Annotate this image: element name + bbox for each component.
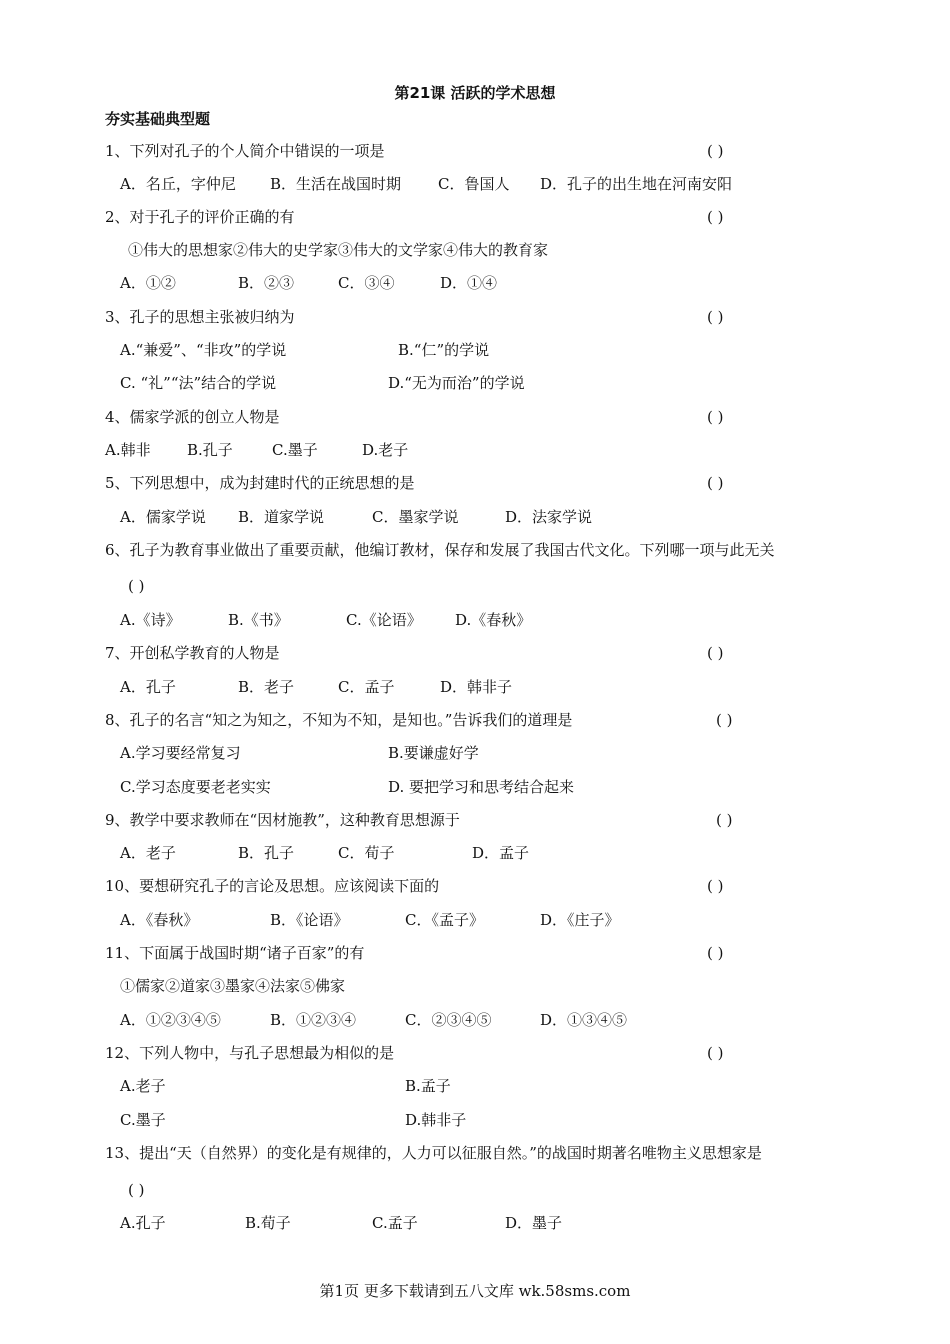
page-footer: 第1页 更多下载请到五八文库 wk.58sms.com bbox=[319, 1282, 631, 1300]
question-12: 12、下列人物中，与孔子思想最为相似的是 bbox=[105, 1044, 395, 1062]
question-5: 5、下列思想中，成为封建时代的正统思想的是 bbox=[105, 474, 415, 492]
q8-option-d: D. 要把学习和思考结合起来 bbox=[388, 778, 575, 796]
q13-option-c: C.孟子 bbox=[372, 1214, 418, 1232]
q10-option-d: D．《庄子》 bbox=[540, 911, 620, 929]
answer-blank-11: ( ) bbox=[707, 944, 724, 962]
q11-option-d: D．①③④⑤ bbox=[540, 1011, 628, 1029]
q3-option-a: A.“兼爱”、“非攻”的学说 bbox=[120, 341, 287, 359]
q2-option-a: A．①② bbox=[120, 274, 176, 292]
q7-option-d: D．韩非子 bbox=[440, 678, 513, 696]
q8-option-a: A.学习要经常复习 bbox=[120, 744, 241, 762]
answer-blank-6: ( ) bbox=[128, 577, 145, 595]
q12-option-d: D.韩非子 bbox=[405, 1111, 467, 1129]
q12-option-a: A.老子 bbox=[120, 1077, 166, 1095]
question-10: 10、要想研究孔子的言论及思想。应该阅读下面的 bbox=[105, 877, 440, 895]
q13-option-b: B.荀子 bbox=[245, 1214, 291, 1232]
q5-option-a: A．儒家学说 bbox=[120, 508, 206, 526]
q6-option-a: A.《诗》 bbox=[120, 611, 181, 629]
question-3: 3、孔子的思想主张被归纳为 bbox=[105, 308, 295, 326]
q13-option-a: A.孔子 bbox=[120, 1214, 166, 1232]
q11-option-c: C．②③④⑤ bbox=[405, 1011, 492, 1029]
q5-option-c: C．墨家学说 bbox=[372, 508, 459, 526]
q1-option-d: D．孔子的出生地在河南安阳 bbox=[540, 175, 733, 193]
question-1: 1、下列对孔子的个人简介中错误的一项是 bbox=[105, 142, 385, 160]
q4-option-d: D.老子 bbox=[362, 441, 409, 459]
question-11: 11、下面属于战国时期“诸子百家”的有 bbox=[105, 944, 365, 962]
q2-option-b: B．②③ bbox=[238, 274, 295, 292]
q12-option-c: C.墨子 bbox=[120, 1111, 166, 1129]
q4-option-c: C.墨子 bbox=[272, 441, 318, 459]
q7-option-c: C．孟子 bbox=[338, 678, 395, 696]
q7-option-b: B．老子 bbox=[238, 678, 295, 696]
q1-option-c: C．鲁国人 bbox=[438, 175, 510, 193]
answer-blank-4: ( ) bbox=[707, 408, 724, 426]
q4-option-a: A.韩非 bbox=[105, 441, 151, 459]
q8-option-c: C.学习态度要老老实实 bbox=[120, 778, 271, 796]
q11-statements: ①儒家②道家③墨家④法家⑤佛家 bbox=[120, 977, 346, 995]
q6-option-b: B.《书》 bbox=[228, 611, 289, 629]
answer-blank-7: ( ) bbox=[707, 644, 724, 662]
q7-option-a: A．孔子 bbox=[120, 678, 176, 696]
answer-blank-8: ( ) bbox=[716, 711, 733, 729]
q1-option-a: A．名丘，字仲尼 bbox=[120, 175, 236, 193]
answer-blank-3: ( ) bbox=[707, 308, 724, 326]
question-4: 4、儒家学派的创立人物是 bbox=[105, 408, 280, 426]
question-6: 6、孔子为教育事业做出了重要贡献，他编订教材，保存和发展了我国古代文化。下列哪一项与此无关 bbox=[105, 541, 775, 559]
page-title: 第21课 活跃的学术思想 bbox=[394, 84, 556, 102]
question-8: 8、孔子的名言“知之为知之，不知为不知，是知也。”告诉我们的道理是 bbox=[105, 711, 573, 729]
question-9: 9、教学中要求教师在“因材施教”，这种教育思想源于 bbox=[105, 811, 460, 829]
q6-option-c: C.《论语》 bbox=[346, 611, 422, 629]
q3-option-c: C. “礼”“法”结合的学说 bbox=[120, 374, 277, 392]
q13-option-d: D．墨子 bbox=[505, 1214, 563, 1232]
answer-blank-5: ( ) bbox=[707, 474, 724, 492]
q1-option-b: B．生活在战国时期 bbox=[270, 175, 402, 193]
q6-option-d: D.《春秋》 bbox=[455, 611, 532, 629]
question-7: 7、开创私学教育的人物是 bbox=[105, 644, 280, 662]
q5-option-b: B．道家学说 bbox=[238, 508, 325, 526]
q10-option-b: B．《论语》 bbox=[270, 911, 349, 929]
q11-option-b: B．①②③④ bbox=[270, 1011, 357, 1029]
q8-option-b: B.要谦虚好学 bbox=[388, 744, 479, 762]
q9-option-c: C．荀子 bbox=[338, 844, 395, 862]
q2-statements: ①伟大的思想家②伟大的史学家③伟大的文学家④伟大的教育家 bbox=[128, 241, 549, 259]
q11-option-a: A．①②③④⑤ bbox=[120, 1011, 221, 1029]
q3-option-b: B.“仁”的学说 bbox=[398, 341, 490, 359]
q10-option-c: C．《孟子》 bbox=[405, 911, 484, 929]
q9-option-a: A．老子 bbox=[120, 844, 176, 862]
q10-option-a: A．《春秋》 bbox=[120, 911, 199, 929]
answer-blank-2: ( ) bbox=[707, 208, 724, 226]
question-13: 13、提出“天（自然界）的变化是有规律的，人力可以征服自然。”的战国时期著名唯物主义思想家是 bbox=[105, 1144, 762, 1162]
q3-option-d: D.“无为而治”的学说 bbox=[388, 374, 525, 392]
q2-option-c: C．③④ bbox=[338, 274, 395, 292]
answer-blank-9: ( ) bbox=[716, 811, 733, 829]
q12-option-b: B.孟子 bbox=[405, 1077, 451, 1095]
answer-blank-1: ( ) bbox=[707, 142, 724, 160]
q5-option-d: D．法家学说 bbox=[505, 508, 593, 526]
answer-blank-13: ( ) bbox=[128, 1181, 145, 1199]
q9-option-d: D．孟子 bbox=[472, 844, 530, 862]
section-heading: 夯实基础典型题 bbox=[105, 110, 211, 128]
question-2: 2、对于孔子的评价正确的有 bbox=[105, 208, 295, 226]
answer-blank-12: ( ) bbox=[707, 1044, 724, 1062]
answer-blank-10: ( ) bbox=[707, 877, 724, 895]
q4-option-b: B.孔子 bbox=[187, 441, 233, 459]
q2-option-d: D．①④ bbox=[440, 274, 498, 292]
q9-option-b: B．孔子 bbox=[238, 844, 295, 862]
